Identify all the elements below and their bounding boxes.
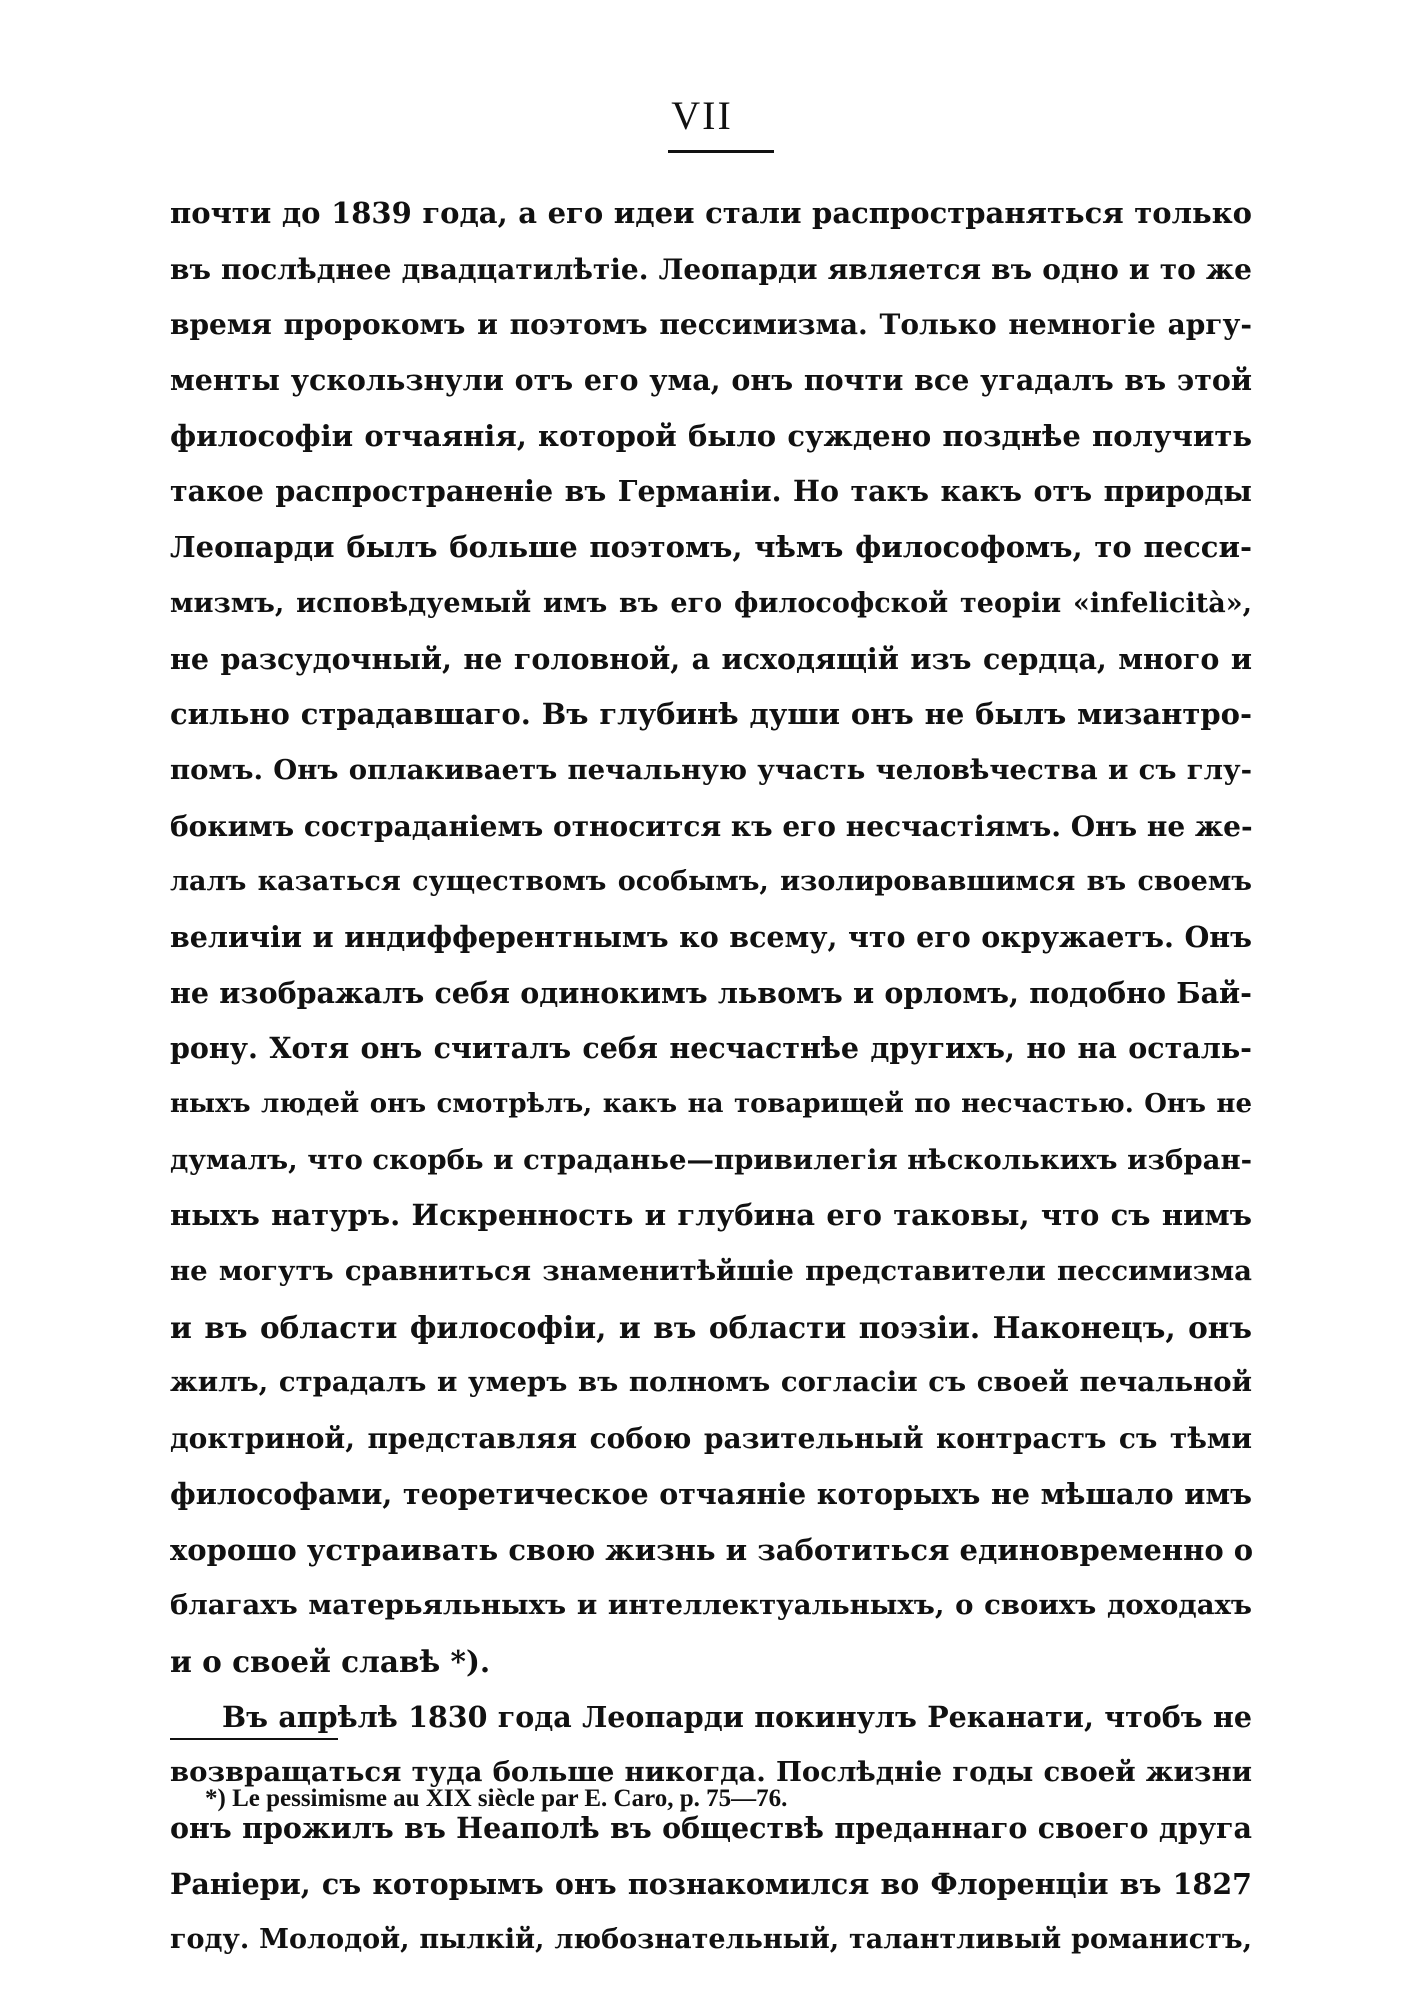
text-line: благахъ матерьяльныхъ и интеллектуальныхъ, о своихъ доходахъ: [170, 1589, 1252, 1622]
text-line: помъ. Онъ оплакиваетъ печальную участь человѣчества и съ глу-: [170, 753, 1252, 786]
text-line: ныхъ людей онъ смотрѣлъ, какъ на товарищей по несчастью. Онъ не: [170, 1089, 1252, 1119]
text-line: сильно страдавшаго. Въ глубинѣ души онъ не былъ мизантро-: [170, 697, 1252, 732]
text-line: Леопарди былъ больше поэтомъ, чѣмъ философомъ, то песси-: [170, 530, 1252, 565]
text-line: лалъ казаться существомъ особымъ, изолировавшимся въ своемъ: [170, 866, 1252, 898]
text-line: не изображалъ себя одинокимъ львомъ и орломъ, подобно Бай-: [170, 975, 1252, 1010]
paragraph-end-line: и о своей славѣ *).: [170, 1643, 491, 1679]
page-number: VII: [671, 93, 733, 138]
body-text: [170, 186, 1252, 1968]
header-rule: [668, 150, 774, 153]
text-line: философіи отчаянія, которой было суждено позднѣе получить: [170, 418, 1252, 453]
text-line: Раніери, съ которымъ онъ познакомился во Флоренціи въ 1827: [170, 1866, 1252, 1901]
text-line: жилъ, страдалъ и умеръ въ полномъ согласіи съ своей печальной: [170, 1366, 1252, 1399]
text-line: менты ускользнули отъ его ума, онъ почти все угадалъ въ этой: [170, 363, 1252, 398]
text-line: бокимъ состраданіемъ относится къ его несчастіямъ. Онъ не же-: [170, 809, 1253, 843]
text-line: думалъ, что скорбь и страданье—привилегія нѣсколькихъ избран-: [170, 1143, 1252, 1176]
text-line: онъ прожилъ въ Неаполѣ въ обществѣ преданнаго своего друга: [170, 1810, 1252, 1845]
text-line: году. Молодой, пылкій, любознательный, талантливый романистъ,: [170, 1924, 1252, 1956]
footnote-rule: [170, 1738, 338, 1740]
text-line: почти до 1839 года, а его идеи стали распространяться только: [170, 196, 1252, 230]
text-line: и въ области философіи, и въ области поэзіи. Наконецъ, онъ: [170, 1309, 1252, 1345]
text-line: время пророкомъ и поэтомъ пессимизма. Только немногіе аргу-: [170, 308, 1252, 342]
text-line: хорошо устраивать свою жизнь и заботиться единовременно о: [170, 1532, 1254, 1567]
text-line: такое распространеніе въ Германіи. Но такъ какъ отъ природы: [170, 474, 1252, 509]
paragraph-start-line: Въ апрѣлѣ 1830 года Леопарди покинулъ Реканати, чтобъ не: [222, 1699, 1252, 1734]
text-line: не разсудочный, не головной, а исходящій изъ сердца, много и: [170, 641, 1252, 676]
text-line: доктриной, представляя собою разительный контрастъ съ тѣми: [170, 1422, 1252, 1456]
text-line: философами, теоретическое отчаяніе которыхъ не мѣшало имъ: [170, 1476, 1252, 1511]
text-line: не могутъ сравниться знаменитѣйшіе представители пессимизма: [170, 1255, 1252, 1288]
text-line: возвращаться туда больше никогда. Послѣдніе годы своей жизни: [170, 1756, 1252, 1789]
footnote: *) Le pessimisme au XIX siècle par E. Caro, p. 75—76.: [205, 1785, 788, 1812]
text-line: ныхъ натуръ. Искренность и глубина его таковы, что съ нимъ: [170, 1198, 1252, 1233]
text-line: величіи и индифферентнымъ ко всему, что его окружаетъ. Онъ: [170, 919, 1252, 954]
text-line: въ послѣднее двадцатилѣтіе. Леопарди является въ одно и то же: [170, 252, 1252, 286]
text-line: рону. Хотя онъ считалъ себя несчастнѣе другихъ, но на осталь-: [170, 1031, 1252, 1066]
text-line: мизмъ, исповѣдуемый имъ въ его философской теоріи «infelicità»,: [170, 587, 1252, 619]
